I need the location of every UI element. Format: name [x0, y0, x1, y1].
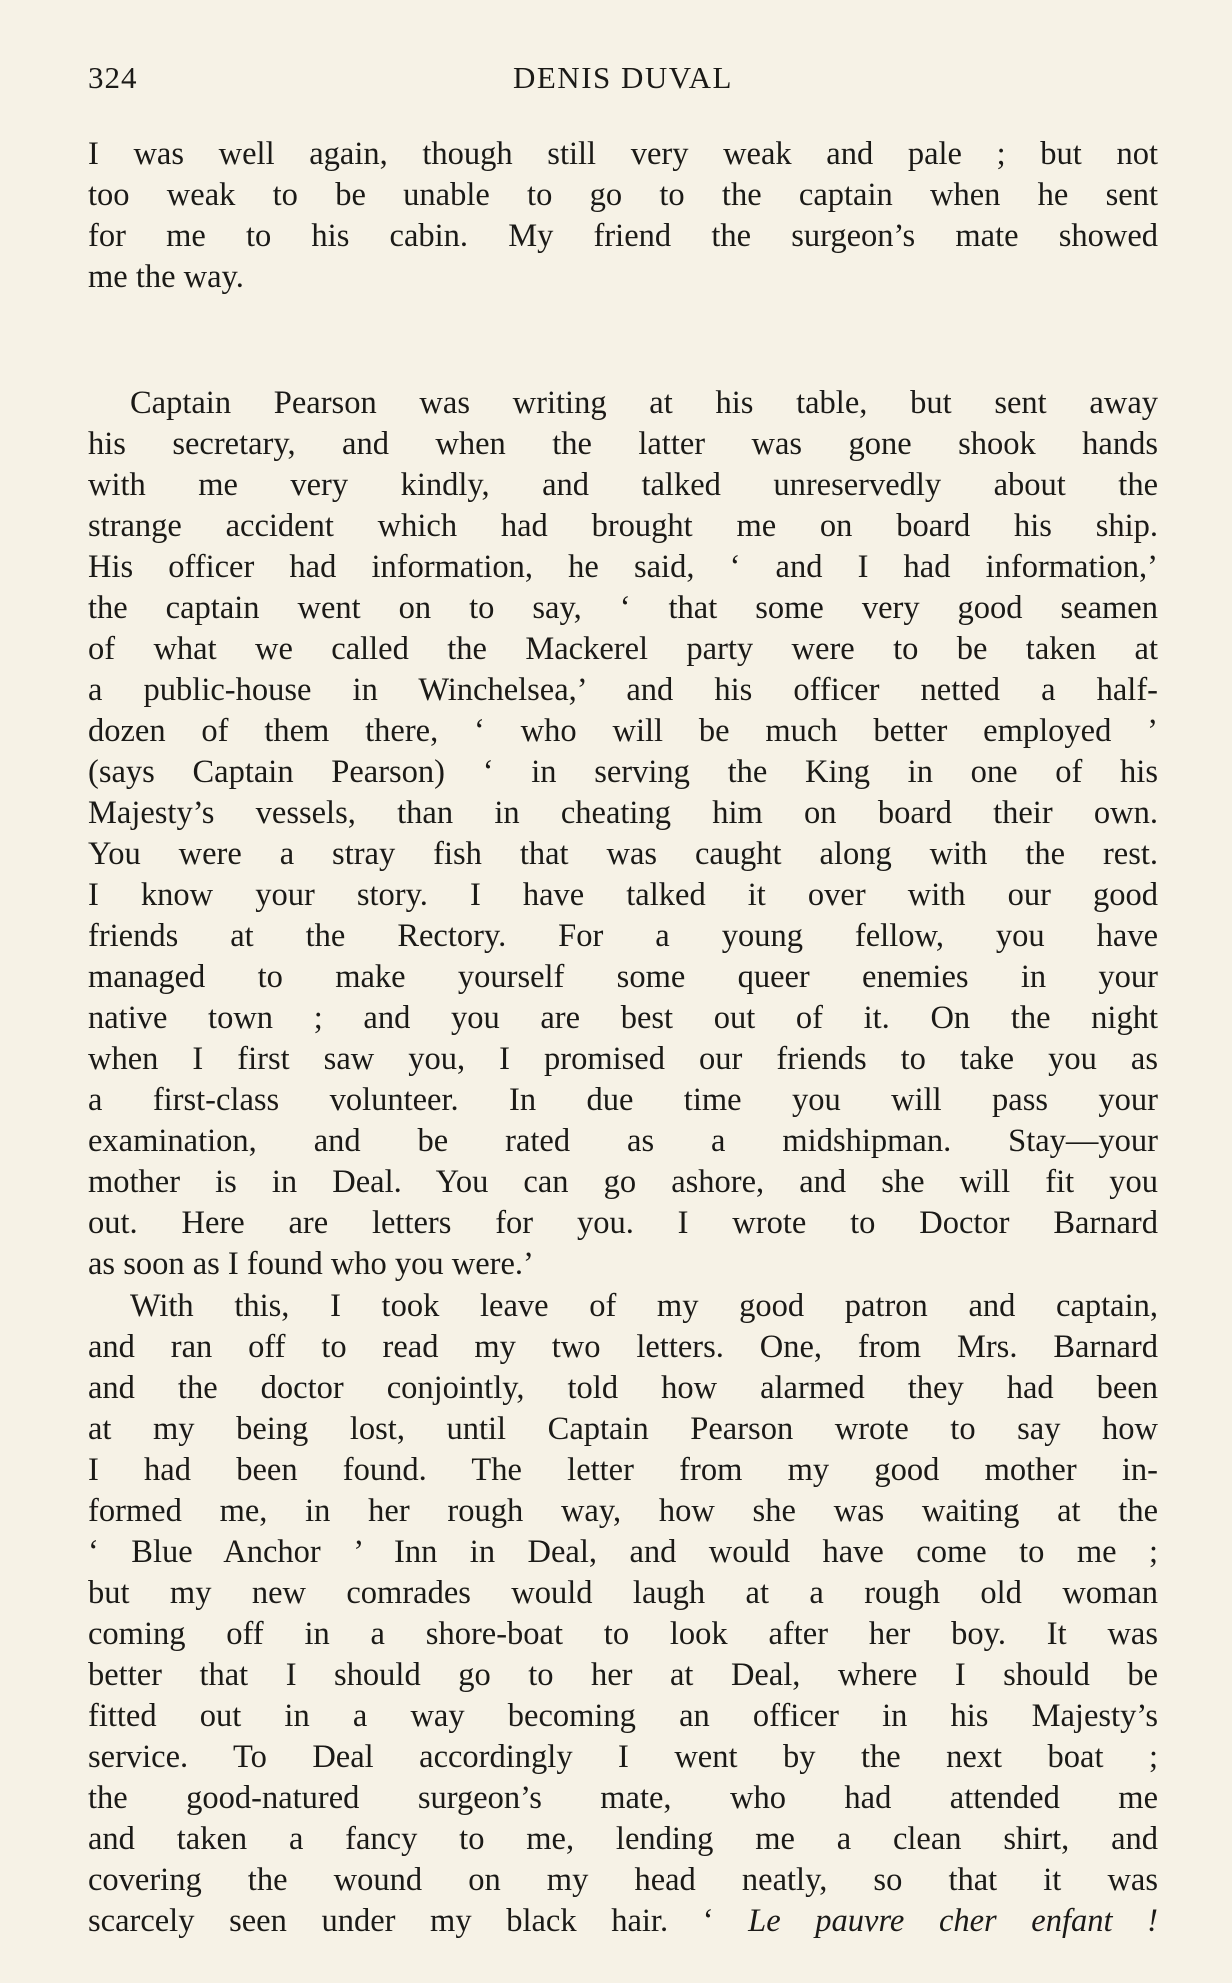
text-line: of what we called the Mackerel party were to be taken at [88, 631, 1158, 667]
text-line: (says Captain Pearson) ‘ in serving the King in one of his [88, 754, 1158, 790]
text-line: mother is in Deal. You can go ashore, and she will fit you [88, 1164, 1158, 1200]
text-line: too weak to be unable to go to the captain when he sent [88, 177, 1158, 213]
text-line: I was well again, though still very weak and pale ; but not [88, 136, 1158, 172]
text-line: fitted out in a way becoming an officer in his Majesty’s [88, 1698, 1158, 1734]
paragraph-3 [88, 1286, 1158, 1942]
text-line: His officer had information, he said, ‘ and I had information,’ [88, 549, 1158, 585]
page-header [88, 52, 1158, 104]
text-line: a public-house in Winchelsea,’ and his officer netted a half- [88, 672, 1158, 708]
text-line: but my new comrades would laugh at a rough old woman [88, 1575, 1158, 1611]
text-line: and the doctor conjointly, told how alarmed they had been [88, 1370, 1158, 1406]
text-line: at my being lost, until Captain Pearson wrote to say how [88, 1411, 1158, 1447]
text-line: covering the wound on my head neatly, so that it was [88, 1862, 1158, 1898]
text-line: when I first saw you, I promised our friends to take you as [88, 1041, 1158, 1077]
text-line: ‘ Blue Anchor ’ Inn in Deal, and would have come to me ; [88, 1534, 1158, 1570]
text-line: out. Here are letters for you. I wrote to Doctor Barnard [88, 1205, 1158, 1241]
text-line: the good-natured surgeon’s mate, who had attended me [88, 1780, 1158, 1816]
text-line: I know your story. I have talked it over with our good [88, 877, 1158, 913]
text-line: me the way. [88, 259, 244, 295]
text-line: for me to his cabin. My friend the surgeon’s mate showed [88, 218, 1158, 254]
text-line: You were a stray fish that was caught along with the rest. [88, 836, 1158, 872]
text-line: managed to make yourself some queer enemies in your [88, 959, 1158, 995]
text-line: Majesty’s vessels, than in cheating him on board their own. [88, 795, 1158, 831]
text-line: strange accident which had brought me on board his ship. [88, 508, 1158, 544]
text-line: with me very kindly, and talked unreservedly about the [88, 467, 1158, 503]
text-line: and ran off to read my two letters. One, from Mrs. Barnard [88, 1329, 1158, 1365]
text-line: I had been found. The letter from my good mother in- [88, 1452, 1158, 1488]
book-page [88, 52, 1158, 1939]
text-line: Captain Pearson was writing at his table, but sent away [130, 385, 1158, 421]
paragraph-1 [88, 134, 1158, 298]
text-line: dozen of them there, ‘ who will be much better employed ’ [88, 713, 1158, 749]
text-line: as soon as I found who you were.’ [88, 1246, 534, 1282]
text-line: the captain went on to say, ‘ that some very good seamen [88, 590, 1158, 626]
text-line: formed me, in her rough way, how she was waiting at the [88, 1493, 1158, 1529]
text-line: friends at the Rectory. For a young fellow, you have [88, 918, 1158, 954]
paragraph-2 [88, 383, 1158, 1285]
final-line-italic-text: Le pauvre cher enfant ! [748, 1903, 1158, 1939]
text-line: and taken a fancy to me, lending me a clean shirt, and [88, 1821, 1158, 1857]
text-line: native town ; and you are best out of it. On the night [88, 1000, 1158, 1036]
text-line: his secretary, and when the latter was gone shook hands [88, 426, 1158, 462]
text-line: examination, and be rated as a midshipman. Stay—your [88, 1123, 1158, 1159]
running-title: DENIS DUVAL [512, 60, 733, 95]
text-line: better that I should go to her at Deal, where I should be [88, 1657, 1158, 1693]
text-line-final [88, 1901, 1158, 1942]
text-line: With this, I took leave of my good patron and captain, [130, 1288, 1158, 1324]
final-line-plain-text: scarcely seen under my black hair. ‘ [88, 1903, 749, 1939]
page-number: 324 [88, 60, 138, 95]
text-line: service. To Deal accordingly I went by the next boat ; [88, 1739, 1158, 1775]
text-line: coming off in a shore-boat to look after her boy. It was [88, 1616, 1158, 1652]
text-line: a first-class volunteer. In due time you will pass your [88, 1082, 1158, 1118]
